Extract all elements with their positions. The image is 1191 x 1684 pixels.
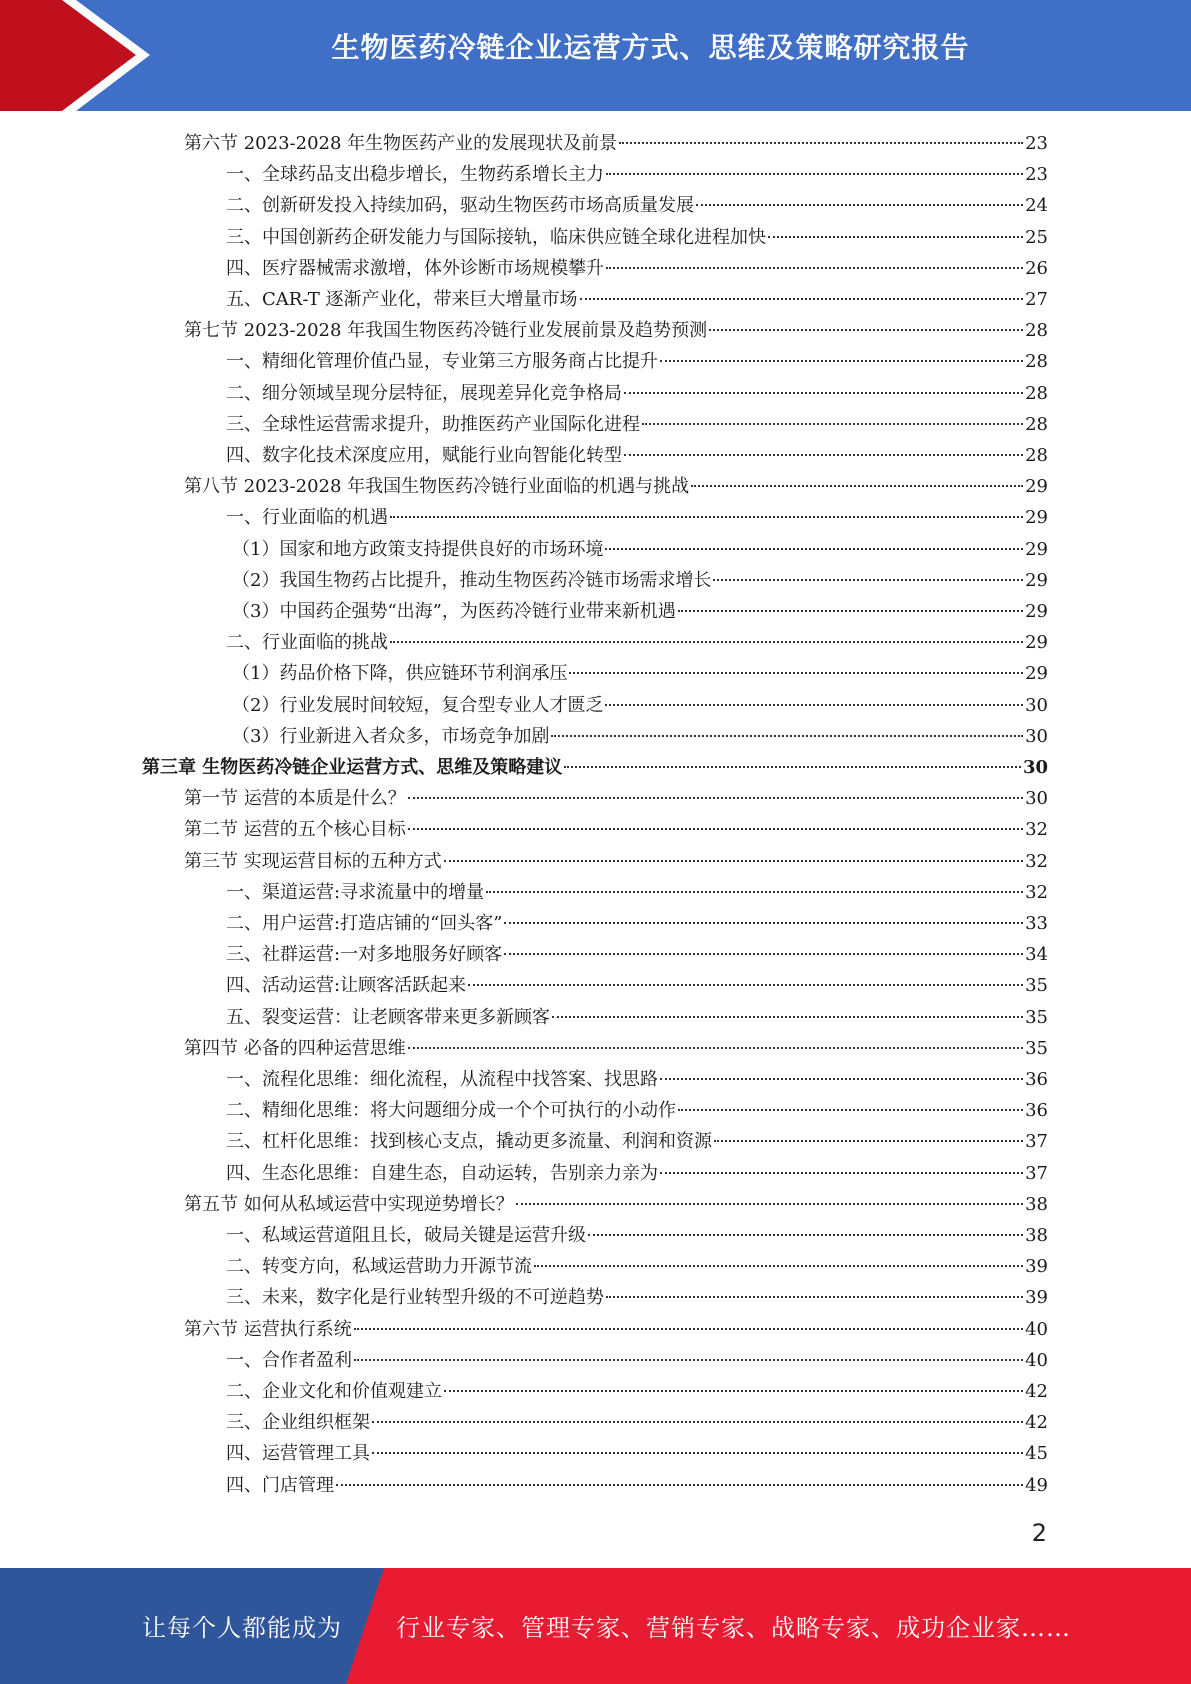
toc-entry[interactable] — [226, 222, 1048, 253]
toc-entry[interactable] — [226, 190, 1048, 221]
toc-leader-dots — [569, 672, 1023, 674]
toc-entry[interactable] — [184, 128, 1048, 159]
toc-leader-dots — [606, 173, 1023, 175]
page-footer — [0, 1568, 1191, 1684]
toc-leader-dots — [504, 953, 1023, 955]
toc-entry-page: 29 — [1025, 601, 1048, 622]
toc-entry-title: 二、精细化思维：将大问题细分成一个个可执行的小动作 — [226, 1100, 676, 1122]
toc-leader-dots — [408, 797, 1023, 799]
toc-leader-dots — [678, 610, 1023, 612]
toc-entry-page: 28 — [1025, 382, 1048, 404]
toc-leader-dots — [619, 142, 1023, 144]
toc-leader-dots — [678, 1109, 1023, 1111]
toc-leader-dots — [606, 267, 1023, 269]
toc-leader-dots — [660, 1078, 1023, 1080]
toc-entry-title: 一、行业面临的机遇 — [226, 507, 388, 529]
toc-entry-title: 五、裂变运营：让老顾客带来更多新顾客 — [226, 1006, 550, 1028]
toc-entry[interactable] — [226, 877, 1048, 908]
toc-entry-page: 23 — [1025, 133, 1048, 154]
toc-entry[interactable] — [226, 1470, 1048, 1501]
toc-entry-page: 29 — [1025, 507, 1048, 529]
footer-slogan-right: 行业专家、管理专家、营销专家、战略专家、成功企业家…… — [396, 1614, 1071, 1642]
toc-leader-dots — [713, 579, 1023, 581]
toc-entry-title: （3）中国药企强势“出海”，为医药冷链行业带来新机遇 — [232, 601, 676, 622]
toc-entry-page: 42 — [1025, 1381, 1048, 1402]
toc-leader-dots — [642, 423, 1023, 425]
toc-entry-page: 29 — [1025, 476, 1048, 498]
toc-leader-dots — [486, 891, 1023, 893]
toc-entry[interactable] — [232, 721, 1048, 752]
toc-entry-page: 32 — [1025, 850, 1048, 872]
page-number: 2 — [1031, 1519, 1047, 1547]
footer-slogan-left: 让每个人都能成为 — [142, 1614, 342, 1642]
page-header — [0, 0, 1191, 111]
toc-entry[interactable] — [226, 284, 1048, 315]
toc-entry[interactable] — [184, 783, 1048, 814]
toc-entry-title: 一、私域运营道阻且长，破局关键是运营升级 — [226, 1225, 586, 1246]
toc-entry-page: 38 — [1025, 1193, 1048, 1215]
toc-entry-title: 三、社群运营:一对多地服务好顾客 — [226, 944, 503, 966]
toc-entry-title: 四、运营管理工具 — [226, 1443, 370, 1465]
toc-entry-title: 第一节 运营的本质是什么？ — [184, 788, 406, 810]
toc-entry[interactable] — [184, 1314, 1048, 1345]
toc-entry-title: 第四节 必备的四种运营思维 — [184, 1037, 406, 1059]
toc-entry[interactable] — [184, 471, 1048, 502]
report-title: 生物医药冷链企业运营方式、思维及策略研究报告 — [331, 31, 970, 64]
toc-leader-dots — [390, 641, 1023, 643]
toc-entry[interactable] — [184, 814, 1048, 845]
toc-entry[interactable] — [226, 939, 1048, 970]
toc-entry-title: 一、渠道运营:寻求流量中的增量 — [226, 881, 485, 903]
toc-entry-title: 一、精细化管理价值凸显，专业第三方服务商占比提升 — [226, 351, 658, 373]
toc-entry[interactable] — [226, 1345, 1048, 1376]
toc-leader-dots — [354, 1328, 1023, 1330]
toc-entry-title: 四、门店管理 — [226, 1474, 334, 1496]
toc-entry-title: 三、中国创新药企研发能力与国际接轨，临床供应链全球化进程加快 — [226, 226, 766, 248]
toc-entry[interactable] — [232, 596, 1048, 627]
toc-entry-page: 24 — [1025, 195, 1048, 217]
toc-leader-dots — [336, 1484, 1023, 1486]
toc-leader-dots — [714, 1140, 1023, 1142]
toc-entry-page: 23 — [1025, 164, 1048, 186]
toc-entry-title: 四、数字化技术深度应用，赋能行业向智能化转型 — [226, 445, 622, 466]
toc-entry[interactable] — [226, 627, 1048, 658]
toc-entry[interactable] — [226, 1126, 1048, 1157]
toc-entry-title: 第七节 2023-2028 年我国生物医药冷链行业发展前景及趋势预测 — [184, 320, 708, 342]
toc-entry-page: 40 — [1025, 1349, 1048, 1371]
toc-entry[interactable] — [226, 1282, 1048, 1313]
toc-leader-dots — [588, 1234, 1023, 1236]
toc-entry-page: 30 — [1025, 725, 1048, 747]
toc-entry-page: 36 — [1025, 1100, 1048, 1122]
toc-entry-page: 35 — [1025, 975, 1048, 997]
toc-entry-page: 33 — [1025, 913, 1048, 934]
toc-entry-page: 49 — [1025, 1474, 1048, 1496]
toc-leader-dots — [516, 1203, 1023, 1205]
toc-entry-page: 39 — [1025, 1256, 1048, 1278]
toc-leader-dots — [408, 828, 1023, 830]
toc-entry-title: 二、创新研发投入持续加码，驱动生物医药市场高质量发展 — [226, 195, 694, 217]
toc-entry-page: 37 — [1025, 1162, 1048, 1184]
toc-entry-title: 第三节 实现运营目标的五种方式 — [184, 850, 442, 872]
toc-entry-title: （2）我国生物药占比提升，推动生物医药冷链市场需求增长 — [232, 569, 712, 591]
toc-entry[interactable] — [226, 908, 1048, 939]
toc-entry-title: 三、全球性运营需求提升，助推医药产业国际化进程 — [226, 413, 640, 435]
toc-entry-title: 第三章 生物医药冷链企业运营方式、思维及策略建议 — [142, 757, 563, 778]
toc-entry-title: 四、活动运营:让顾客活跃起来 — [226, 975, 467, 997]
toc-entry-title: 三、企业组织框架 — [226, 1412, 370, 1434]
toc-entry[interactable] — [226, 253, 1048, 284]
toc-entry-page: 34 — [1025, 944, 1048, 966]
toc-leader-dots — [696, 204, 1023, 206]
toc-leader-dots — [354, 1359, 1023, 1361]
toc-entry-page: 28 — [1025, 445, 1048, 466]
toc-entry-title: 五、CAR-T 逐渐产业化，带来巨大增量市场 — [226, 289, 578, 310]
toc-entry-title: （3）行业新进入者众多，市场竞争加剧 — [232, 725, 550, 747]
toc-leader-dots — [468, 984, 1023, 986]
toc-entry-page: 39 — [1025, 1287, 1048, 1309]
toc-entry-title: 一、全球药品支出稳步增长，生物药系增长主力 — [226, 164, 604, 186]
toc-entry-title: 第二节 运营的五个核心目标 — [184, 819, 406, 841]
toc-entry[interactable] — [226, 1251, 1048, 1282]
toc-entry-title: 一、合作者盈利 — [226, 1349, 352, 1371]
toc-leader-dots — [372, 1452, 1023, 1454]
toc-leader-dots — [624, 454, 1023, 456]
toc-leader-dots — [408, 1047, 1023, 1049]
toc-entry-title: 二、企业文化和价值观建立 — [226, 1381, 442, 1402]
toc-entry-page: 30 — [1022, 757, 1048, 778]
toc-entry-page: 29 — [1025, 632, 1048, 654]
toc-entry[interactable] — [232, 565, 1048, 596]
toc-entry-page: 37 — [1025, 1131, 1048, 1153]
toc-entry-page: 27 — [1025, 289, 1048, 310]
toc-entry-page: 35 — [1025, 1006, 1048, 1028]
toc-entry-page: 40 — [1025, 1318, 1048, 1340]
toc-entry-page: 35 — [1025, 1037, 1048, 1059]
toc-leader-dots — [624, 392, 1023, 394]
toc-entry[interactable] — [226, 346, 1048, 377]
toc-entry-title: 第六节 2023-2028 年生物医药产业的发展现状及前景 — [184, 133, 618, 154]
toc-entry-title: 第八节 2023-2028 年我国生物医药冷链行业面临的机遇与挑战 — [184, 476, 690, 498]
toc-entry[interactable] — [184, 315, 1048, 346]
toc-entry[interactable] — [226, 502, 1048, 533]
toc-leader-dots — [390, 516, 1023, 518]
toc-entry[interactable] — [226, 1002, 1048, 1033]
toc-leader-dots — [660, 360, 1023, 362]
toc-entry-title: 一、流程化思维：细化流程，从流程中找答案、找思路 — [226, 1069, 658, 1090]
toc-leader-dots — [606, 1296, 1023, 1298]
toc-entry[interactable] — [232, 658, 1048, 689]
toc-entry-page: 29 — [1025, 663, 1048, 685]
toc-entry-title: 四、医疗器械需求激增，体外诊断市场规模攀升 — [226, 257, 604, 279]
toc-entry-page: 42 — [1025, 1412, 1048, 1434]
toc-entry[interactable] — [226, 1376, 1048, 1407]
toc-entry[interactable] — [142, 752, 1048, 783]
toc-entry[interactable] — [226, 159, 1048, 190]
toc-entry[interactable] — [232, 534, 1048, 565]
toc-entry-page: 28 — [1025, 351, 1048, 373]
toc-entry-title: （1）国家和地方政策支持提供良好的市场环境 — [232, 538, 604, 560]
toc-entry-page: 26 — [1025, 257, 1048, 279]
toc-leader-dots — [564, 766, 1021, 768]
toc-entry-page: 30 — [1025, 788, 1048, 810]
toc-entry-title: （1）药品价格下降，供应链环节利润承压 — [232, 663, 568, 685]
toc-entry-page: 32 — [1025, 819, 1048, 841]
toc-entry-title: 四、生态化思维：自建生态，自动运转，告别亲力亲为 — [226, 1162, 658, 1184]
toc-leader-dots — [534, 1265, 1023, 1267]
toc-leader-dots — [551, 735, 1023, 737]
toc-entry-page: 28 — [1025, 320, 1048, 342]
toc-entry[interactable] — [226, 1220, 1048, 1251]
toc-entry-title: 二、转变方向，私域运营助力开源节流 — [226, 1256, 532, 1278]
toc-entry-page: 38 — [1025, 1225, 1048, 1246]
toc-leader-dots — [552, 1016, 1023, 1018]
toc-entry-title: 第五节 如何从私域运营中实现逆势增长？ — [184, 1193, 514, 1215]
toc-entry[interactable] — [226, 1158, 1048, 1189]
toc-leader-dots — [660, 1172, 1023, 1174]
toc-entry-title: 二、行业面临的挑战 — [226, 632, 388, 654]
toc-entry[interactable] — [184, 846, 1048, 877]
toc-leader-dots — [605, 548, 1023, 550]
toc-leader-dots — [709, 329, 1023, 331]
toc-leader-dots — [444, 1390, 1023, 1392]
toc-leader-dots — [605, 704, 1023, 706]
toc-entry-page: 36 — [1025, 1069, 1048, 1090]
toc-leader-dots — [504, 922, 1023, 924]
toc-entry[interactable] — [226, 1095, 1048, 1126]
toc-entry[interactable] — [226, 970, 1048, 1001]
toc-entry-page: 45 — [1025, 1443, 1048, 1465]
toc-entry[interactable] — [226, 1438, 1048, 1469]
toc-entry[interactable] — [226, 440, 1048, 471]
toc-entry-page: 28 — [1025, 413, 1048, 435]
toc-entry[interactable] — [226, 1064, 1048, 1095]
toc-leader-dots — [768, 236, 1023, 238]
toc-entry-title: 二、细分领域呈现分层特征，展现差异化竞争格局 — [226, 382, 622, 404]
toc-entry-page: 30 — [1025, 694, 1048, 716]
toc-leader-dots — [444, 860, 1023, 862]
toc-entry-page: 29 — [1025, 569, 1048, 591]
toc-leader-dots — [580, 298, 1024, 300]
toc-entry-title: 第六节 运营执行系统 — [184, 1318, 352, 1340]
toc-entry-title: （2）行业发展时间较短，复合型专业人才匮乏 — [232, 694, 604, 716]
toc-entry[interactable] — [232, 690, 1048, 721]
toc-leader-dots — [372, 1421, 1023, 1423]
toc-entry-page: 25 — [1025, 226, 1048, 248]
toc-entry[interactable] — [226, 409, 1048, 440]
toc-entry-page: 32 — [1025, 881, 1048, 903]
toc-entry[interactable] — [226, 378, 1048, 409]
toc-entry[interactable] — [184, 1033, 1048, 1064]
toc-entry-title: 三、杠杆化思维：找到核心支点，撬动更多流量、利润和资源 — [226, 1131, 712, 1153]
toc-leader-dots — [691, 485, 1023, 487]
toc-entry[interactable] — [184, 1189, 1048, 1220]
toc-entry-title: 三、未来，数字化是行业转型升级的不可逆趋势 — [226, 1287, 604, 1309]
toc-entry-title: 二、用户运营:打造店铺的“回头客” — [226, 913, 503, 934]
toc-entry-page: 29 — [1025, 538, 1048, 560]
toc-entry[interactable] — [226, 1407, 1048, 1438]
